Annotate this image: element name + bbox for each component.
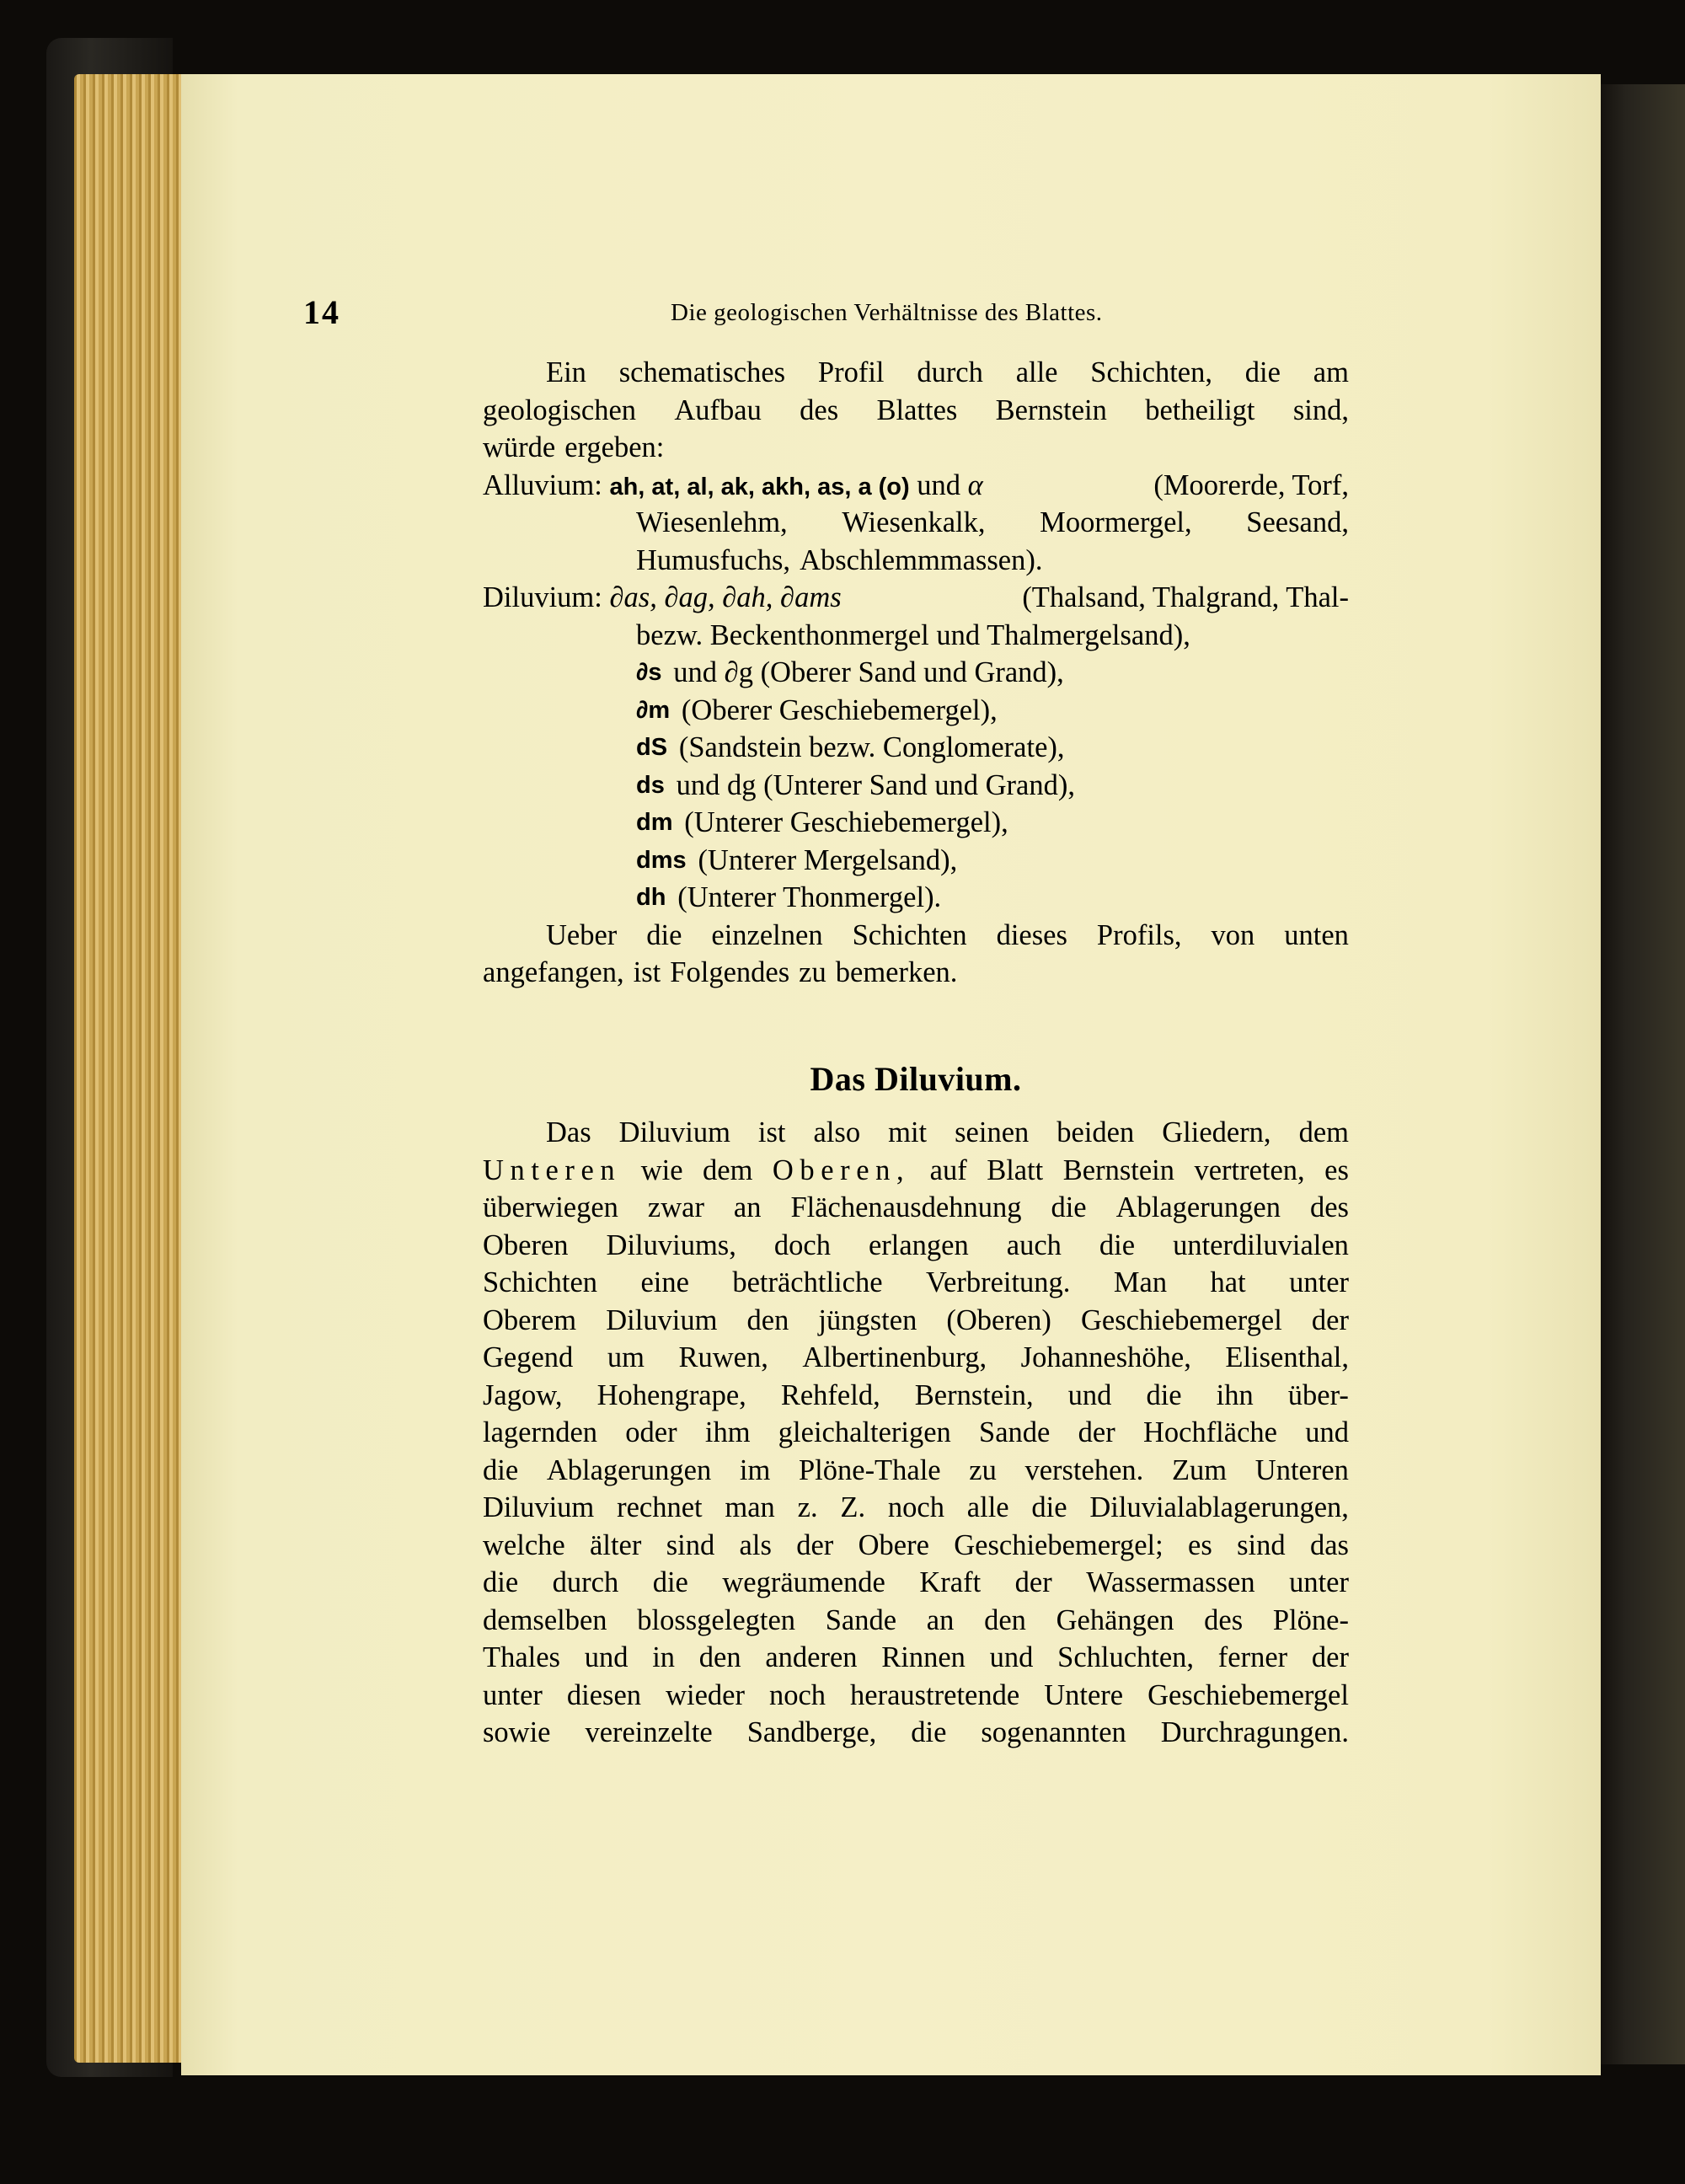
diluvium-item-text: (Unterer Geschiebemergel), xyxy=(684,806,1008,838)
text-line: angefangen, ist Folgendes zu bemerken. xyxy=(483,956,958,988)
text-line: Wiesenlehm, Wiesenkalk, Moormergel, Seesand, xyxy=(636,506,1349,538)
diluvium-line xyxy=(483,579,1349,617)
section-body xyxy=(483,1114,1349,1752)
diluvium-item-symbol: dS xyxy=(636,734,668,761)
text-line: Ueber die einzelnen Schichten dieses Profils, von unten xyxy=(546,918,1349,951)
page-edges xyxy=(74,74,188,2063)
diluvium-description: (Thalsand, Thalgrand, Thal- xyxy=(1022,581,1349,613)
next-page-edge xyxy=(1601,84,1685,2064)
diluvium-item-symbol: ds xyxy=(636,771,665,799)
paragraph-line: die Ablagerungen im Plöne-Thale zu verstehen. Zum Unteren xyxy=(483,1453,1349,1486)
alluvium-label: Alluvium: xyxy=(483,468,602,501)
diluvium-item-symbol: ∂s xyxy=(636,659,662,686)
diluvium-item-symbol: dh xyxy=(636,884,666,911)
paragraph-line: Unteren wie dem Oberen, auf Blatt Bernstein vertreten, es xyxy=(483,1154,1349,1186)
conjunction: und xyxy=(917,468,961,501)
paragraph-line: Diluvium rechnet man z. Z. noch alle die Diluvialablagerungen, xyxy=(483,1491,1349,1523)
diluvium-item xyxy=(483,729,1349,767)
paragraph-line: Gegend um Ruwen, Albertinenburg, Johanneshöhe, Elisenthal, xyxy=(483,1341,1349,1373)
alluvium-symbols: ah, at, al, ak, akh, as, a (o) xyxy=(609,473,910,500)
paragraph-line: Oberem Diluvium den jüngsten (Oberen) Geschiebemergel der xyxy=(483,1303,1349,1336)
section-heading: Das Diluvium. xyxy=(810,1060,1022,1098)
paragraph-line: sowie vereinzelte Sandberge, die sogenannten Durchragungen. xyxy=(483,1716,1349,1748)
paragraph-line: überwiegen zwar an Flächenausdehnung die Ablagerungen des xyxy=(483,1191,1349,1223)
paragraph-line: welche älter sind als der Obere Geschiebemergel; es sind das xyxy=(483,1528,1349,1561)
diluvium-item-symbol: dm xyxy=(636,809,673,836)
paragraph-line: Thales und in den anderen Rinnen und Schluchten, ferner der xyxy=(483,1641,1349,1673)
text-line: geologischen Aufbau des Blattes Bernstein betheiligt sind, xyxy=(483,393,1349,426)
diluvium-item xyxy=(483,804,1349,842)
paragraph-line: Das Diluvium ist also mit seinen beiden Gliedern, dem xyxy=(546,1116,1349,1148)
alluvium-line xyxy=(483,467,1349,505)
diluvium-item-symbol: ∂m xyxy=(636,696,671,724)
diluvium-symbols: ∂as, ∂ag, ∂ah, ∂ams xyxy=(609,581,842,613)
diluvium-item-text: und ∂g (Oberer Sand und Grand), xyxy=(673,656,1064,688)
diluvium-item xyxy=(483,692,1349,730)
running-title: Die geologischen Verhältnisse des Blattes. xyxy=(671,299,1103,326)
page-header xyxy=(303,292,1154,335)
paragraph-line: Oberen Diluviums, doch erlangen auch die unterdiluvialen xyxy=(483,1228,1349,1261)
diluvium-item xyxy=(483,879,1349,917)
alpha-symbol: α xyxy=(967,468,983,501)
diluvium-line2: bezw. Beckenthonmergel und Thalmergelsand), xyxy=(636,618,1190,651)
diluvium-item-text: (Unterer Mergelsand), xyxy=(698,843,958,876)
diluvium-item-text: (Unterer Thonmergel). xyxy=(677,881,942,913)
paragraph-line: demselben blossgelegten Sande an den Gehängen des Plöne- xyxy=(483,1603,1349,1636)
page-number: 14 xyxy=(303,293,340,331)
diluvium-item xyxy=(483,767,1349,805)
diluvium-item-symbol: dms xyxy=(636,846,687,874)
diluvium-item-text: (Sandstein bezw. Conglomerate), xyxy=(678,731,1065,763)
diluvium-item xyxy=(483,654,1349,692)
text-line: Humusfuchs, Abschlemmmassen). xyxy=(636,543,1043,576)
paragraph-line: die durch die wegräumende Kraft der Wassermassen unter xyxy=(483,1566,1349,1598)
paragraph-line: Jagow, Hohengrape, Rehfeld, Bernstein, und die ihn über- xyxy=(483,1378,1349,1411)
diluvium-item xyxy=(483,842,1349,880)
alluvium-description: (Moorerde, Torf, xyxy=(1153,468,1349,501)
text-line: Ein schematisches Profil durch alle Schichten, die am xyxy=(546,356,1349,388)
diluvium-item-text: und dg (Unterer Sand und Grand), xyxy=(676,768,1075,801)
paragraph-line: Schichten eine beträchtliche Verbreitung. Man hat unter xyxy=(483,1266,1349,1298)
text-line: würde ergeben: xyxy=(483,431,665,463)
diluvium-label: Diluvium: xyxy=(483,581,602,613)
paragraph-line: lagernden oder ihm gleichalterigen Sande der Hochfläche und xyxy=(483,1416,1349,1448)
text-line xyxy=(483,617,1349,655)
paragraph-line: unter diesen wieder noch heraustretende Untere Geschiebemergel xyxy=(483,1678,1349,1711)
diluvium-item-text: (Oberer Geschiebemergel), xyxy=(681,693,998,726)
profile-section xyxy=(483,354,1349,992)
